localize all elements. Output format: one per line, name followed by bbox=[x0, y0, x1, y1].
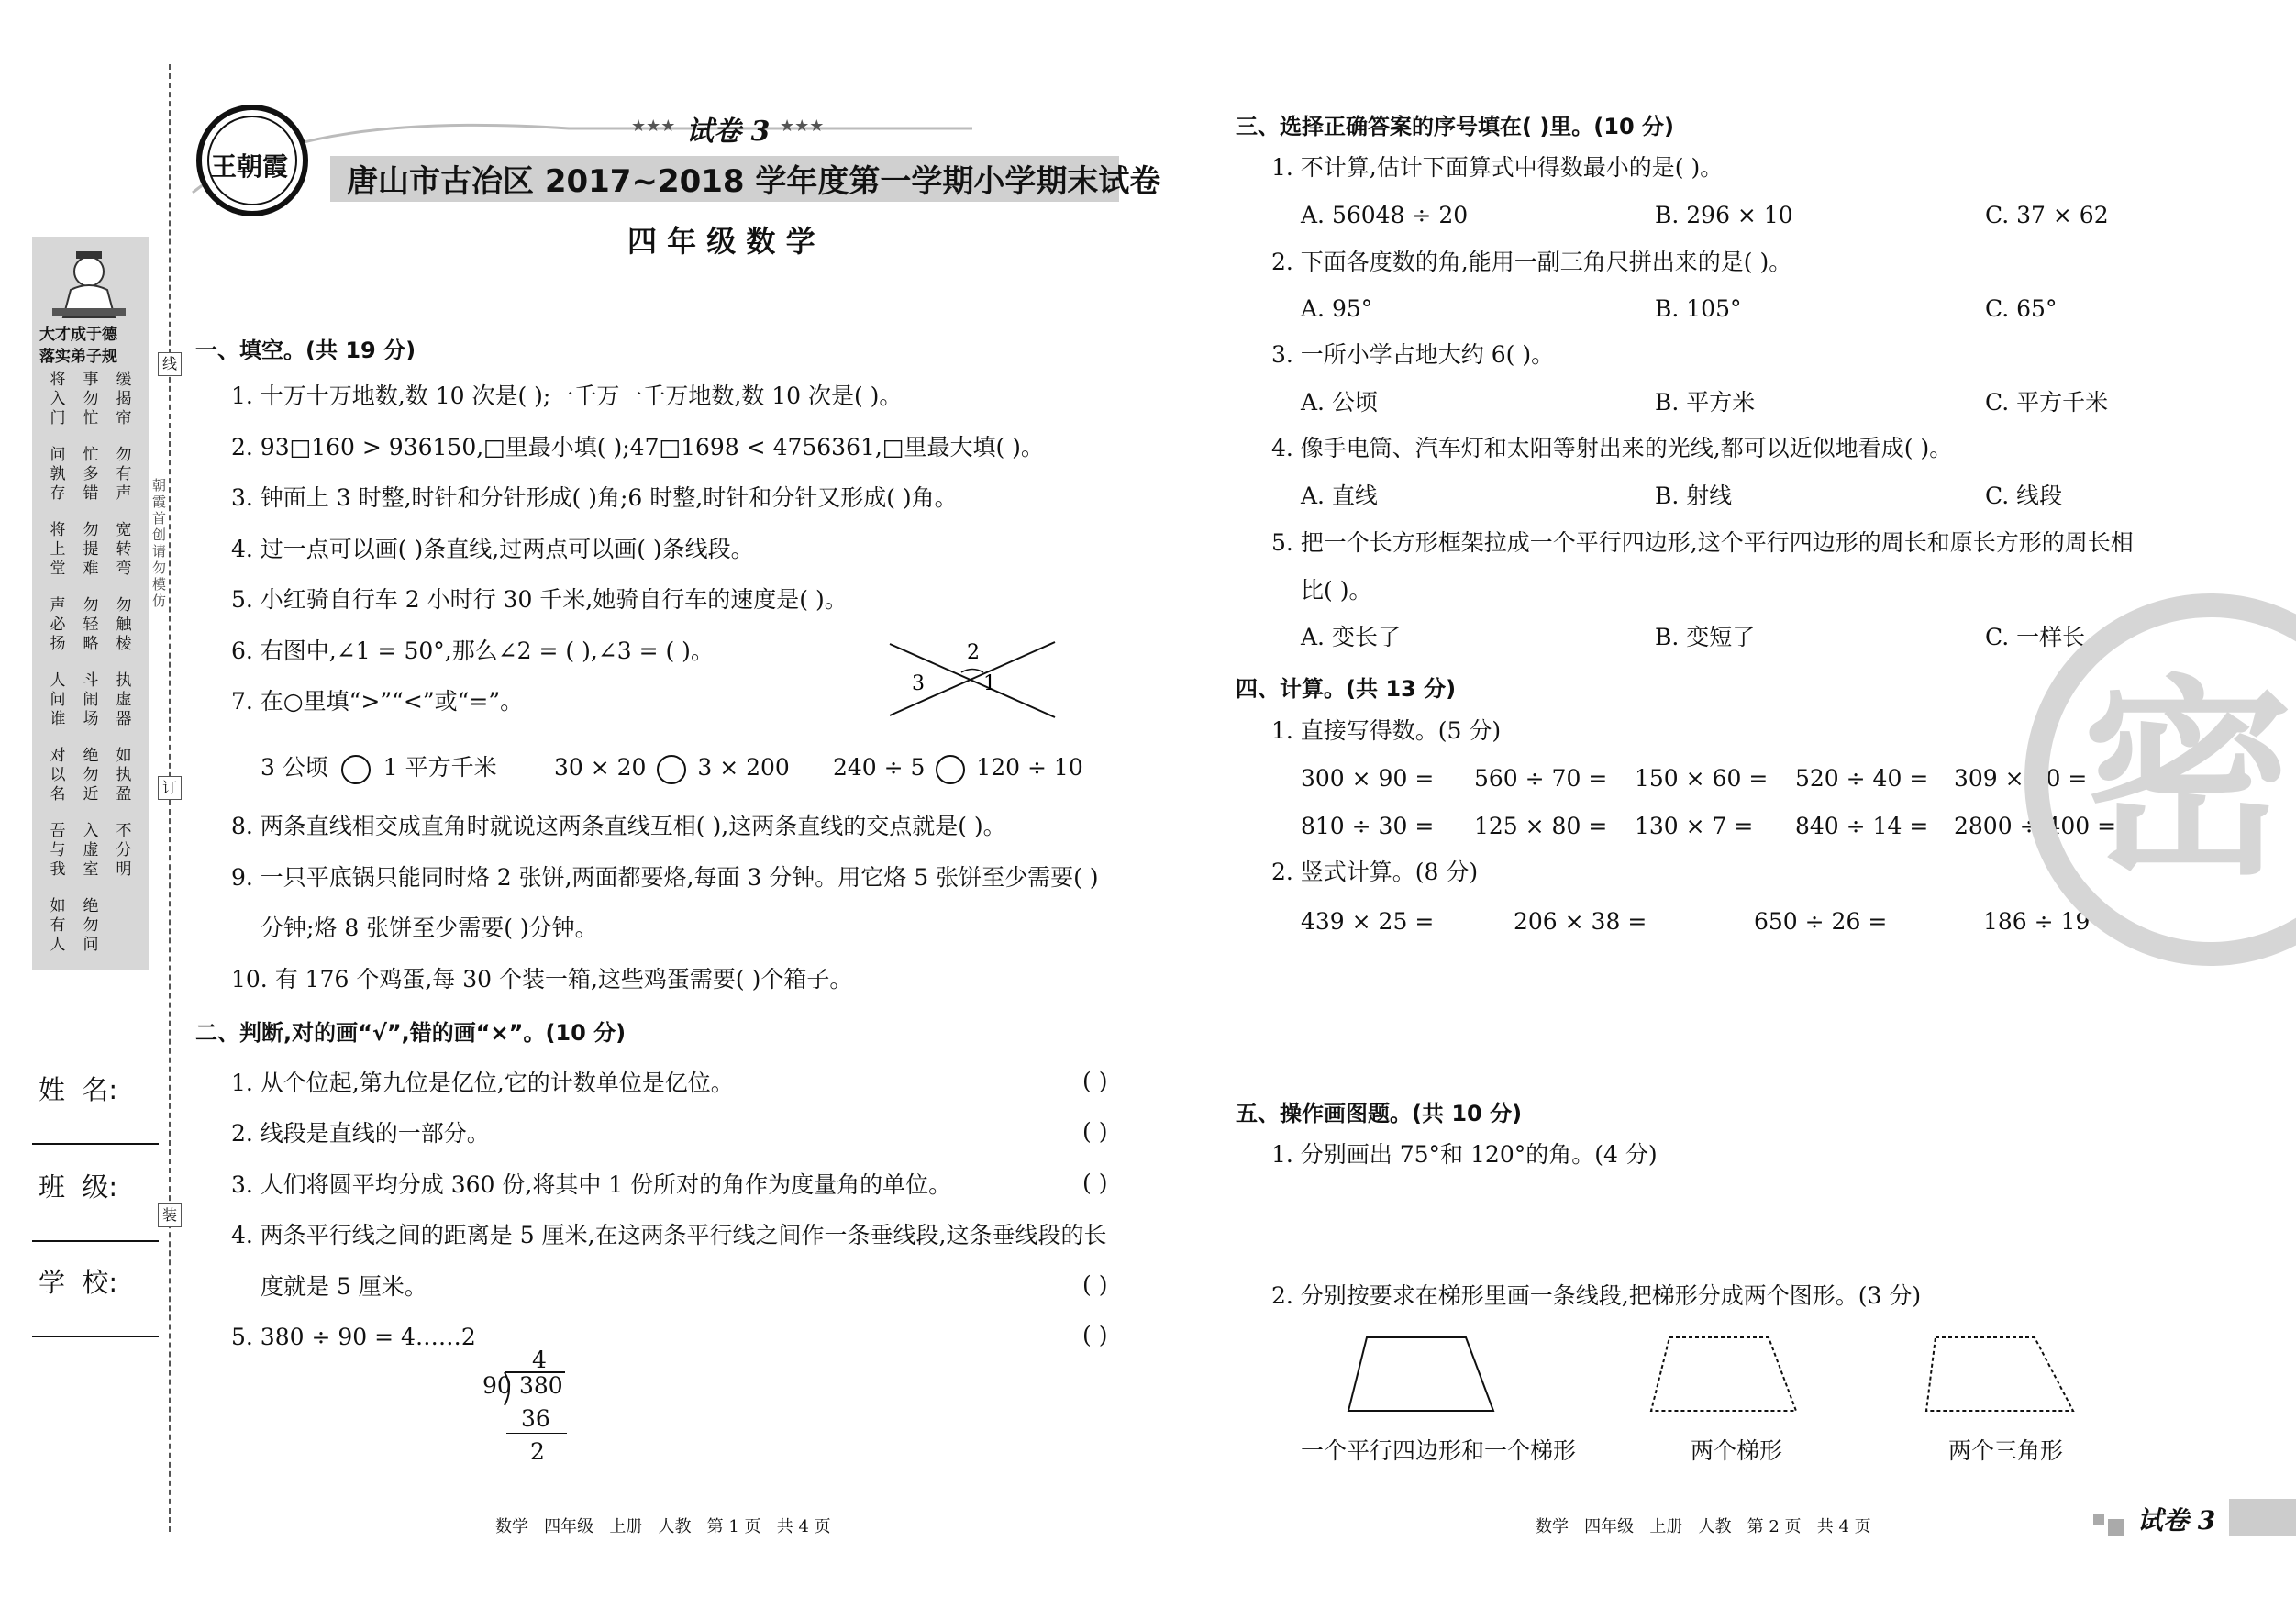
fill-q2: 2. 93□160 > 936150,□里最小填( );47□1698 < 4756361,□里最大填( )。 bbox=[231, 434, 1044, 460]
header-badge: 试卷 3 bbox=[686, 116, 771, 148]
motto-item: 勿有声 bbox=[116, 446, 132, 503]
judge-3: 3. 人们将圆平均分成 360 份,将其中 1 份所对的角作为度量角的单位。 bbox=[231, 1171, 952, 1198]
motto-item: 事勿忙 bbox=[83, 371, 99, 427]
calc-item: 2800 ÷ 400 = bbox=[1954, 813, 2117, 839]
q7a-left: 3 公顷 bbox=[261, 754, 328, 781]
calc-item: 309 × 10 = bbox=[1954, 765, 2088, 792]
division-dividend: 380 bbox=[519, 1372, 563, 1399]
corner-square bbox=[2108, 1519, 2124, 1536]
calc-item: 560 ÷ 70 = bbox=[1474, 765, 1608, 792]
draw-1: 1. 分别画出 75°和 120°的角。(4 分) bbox=[1271, 1141, 1658, 1168]
choice-5-opt-b[interactable]: B. 变短了 bbox=[1655, 624, 1756, 650]
header-stars-right: ★★★ bbox=[780, 116, 825, 136]
motto-item: 勿提难 bbox=[83, 521, 99, 578]
q7c bbox=[833, 752, 1083, 784]
trapezoid-2[interactable] bbox=[1651, 1337, 1796, 1411]
school-label: 学 校: bbox=[39, 1267, 118, 1298]
fill-q7: 7. 在○里填“>”“<”或“=”。 bbox=[231, 688, 524, 715]
calc-2-title: 2. 竖式计算。(8 分) bbox=[1271, 859, 1479, 885]
choice-1-opt-c[interactable]: C. 37 × 62 bbox=[1985, 202, 2109, 228]
corner-bar bbox=[2229, 1499, 2296, 1536]
choice-1-opt-a[interactable]: A. 56048 ÷ 20 bbox=[1301, 202, 1469, 228]
trapezoid-1[interactable] bbox=[1348, 1337, 1493, 1411]
angle-label-3: 3 bbox=[912, 672, 925, 695]
motto-item: 绝勿近 bbox=[83, 747, 99, 804]
angle-label-1: 1 bbox=[983, 672, 996, 695]
motto-item: 勿触棱 bbox=[116, 596, 132, 653]
corner-badge: 试卷 3 bbox=[2137, 1505, 2216, 1536]
motto-item: 执虚器 bbox=[116, 671, 132, 728]
motto-item: 将上堂 bbox=[50, 521, 66, 578]
choice-4-opt-b[interactable]: B. 射线 bbox=[1655, 482, 1733, 509]
choice-2-opt-c[interactable]: C. 65° bbox=[1985, 295, 2058, 322]
name-label: 姓 名: bbox=[39, 1074, 118, 1105]
logo-text: 王朝霞 bbox=[211, 151, 289, 182]
fill-q9b: 分钟;烙 8 张饼至少需要( )分钟。 bbox=[261, 915, 598, 941]
judge-1-answer[interactable]: ( ) bbox=[1082, 1068, 1108, 1094]
motto-item: 绝勿问 bbox=[83, 897, 99, 954]
compare-circle[interactable] bbox=[341, 755, 371, 784]
motto-item: 将入门 bbox=[50, 371, 66, 427]
q7c-left: 240 ÷ 5 bbox=[833, 754, 926, 781]
division-remainder: 2 bbox=[530, 1438, 545, 1465]
page-subtitle: 四 年 级 数 学 bbox=[627, 224, 815, 259]
section-5-title: 五、操作画图题。(共 10 分) bbox=[1236, 1101, 1523, 1126]
section-1-title: 一、填空。(共 19 分) bbox=[195, 338, 416, 363]
choice-5-opt-c[interactable]: C. 一样长 bbox=[1985, 624, 2086, 650]
choice-5a: 5. 把一个长方形框架拉成一个平行四边形,这个平行四边形的周长和原长方形的周长相 bbox=[1271, 529, 2134, 556]
choice-4: 4. 像手电筒、汽车灯和太阳等射出来的光线,都可以近似地看成( )。 bbox=[1271, 435, 1953, 461]
motto-grid bbox=[41, 371, 142, 967]
motto-item: 对以名 bbox=[50, 747, 66, 804]
draw-2: 2. 分别按要求在梯形里画一条线段,把梯形分成两个图形。(3 分) bbox=[1271, 1282, 1922, 1309]
division-quotient: 4 bbox=[532, 1347, 547, 1373]
corner-square bbox=[2093, 1514, 2104, 1525]
choice-3-opt-a[interactable]: A. 公顷 bbox=[1301, 389, 1378, 416]
q7a bbox=[261, 752, 497, 784]
trapezoid-figures bbox=[1339, 1330, 2091, 1422]
judge-2-answer[interactable]: ( ) bbox=[1082, 1118, 1108, 1145]
q7c-right: 120 ÷ 10 bbox=[976, 754, 1083, 781]
calc-item: 300 × 90 = bbox=[1301, 765, 1435, 792]
section-3-title: 三、选择正确答案的序号填在( )里。(10 分) bbox=[1236, 114, 1674, 139]
scholar-icon bbox=[43, 244, 135, 327]
fill-q10: 10. 有 176 个鸡蛋,每 30 个装一箱,这些鸡蛋需要( )个箱子。 bbox=[231, 966, 853, 993]
fill-q6: 6. 右图中,∠1 = 50°,那么∠2 = ( ),∠3 = ( )。 bbox=[231, 638, 714, 664]
division-divisor: 90 bbox=[482, 1372, 512, 1399]
slogan-1: 大才成于德 bbox=[39, 326, 117, 344]
judge-5: 5. 380 ÷ 90 = 4……2 bbox=[231, 1324, 476, 1350]
fill-q4: 4. 过一点可以画( )条直线,过两点可以画( )条线段。 bbox=[231, 536, 754, 562]
motto-item: 人问谁 bbox=[50, 671, 66, 728]
sidebar-panel bbox=[32, 237, 149, 970]
trapezoid-3[interactable] bbox=[1926, 1337, 2073, 1411]
choice-3: 3. 一所小学占地大约 6( )。 bbox=[1271, 341, 1555, 368]
judge-4b: 度就是 5 厘米。 bbox=[261, 1273, 427, 1300]
motto-item: 如有人 bbox=[50, 897, 66, 954]
class-label: 班 级: bbox=[39, 1171, 118, 1203]
q7b-right: 3 × 200 bbox=[697, 754, 790, 781]
motto-item: 如执盈 bbox=[116, 747, 132, 804]
calc-item: 520 ÷ 40 = bbox=[1795, 765, 1929, 792]
motto-item: 声必扬 bbox=[50, 596, 66, 653]
motto-item: 勿轻略 bbox=[83, 596, 99, 653]
calc-item: 840 ÷ 14 = bbox=[1795, 813, 1929, 839]
calc-1-title: 1. 直接写得数。(5 分) bbox=[1271, 717, 1502, 744]
motto-item: 缓揭帘 bbox=[116, 371, 132, 427]
judge-4a: 4. 两条平行线之间的距离是 5 厘米,在这两条平行线之间作一条垂线段,这条垂线段的长 bbox=[231, 1222, 1107, 1248]
judge-5-answer[interactable]: ( ) bbox=[1082, 1322, 1108, 1348]
calc-item: 810 ÷ 30 = bbox=[1301, 813, 1435, 839]
stamp-character: 密 bbox=[2082, 659, 2294, 904]
trap-label-3: 两个三角形 bbox=[1948, 1437, 2064, 1464]
motto-item: 斗闹场 bbox=[83, 671, 99, 728]
division-rule bbox=[506, 1433, 567, 1434]
confidential-stamp bbox=[2018, 587, 2296, 972]
angle-label-2: 2 bbox=[967, 641, 980, 664]
section-4-title: 四、计算。(共 13 分) bbox=[1236, 676, 1457, 702]
section-2-title: 二、判断,对的画“√”,错的画“×”。(10 分) bbox=[195, 1020, 627, 1046]
footer-right: 数学 四年级 上册 人教 第 2 页 共 4 页 bbox=[1536, 1517, 1871, 1536]
class-field[interactable] bbox=[32, 1240, 159, 1242]
calc-item: 206 × 38 = bbox=[1514, 908, 1647, 935]
choice-4-opt-a[interactable]: A. 直线 bbox=[1301, 482, 1378, 509]
choice-3-opt-c[interactable]: C. 平方千米 bbox=[1985, 389, 2109, 416]
calc-item: 130 × 7 = bbox=[1635, 813, 1754, 839]
choice-2: 2. 下面各度数的角,能用一副三角尺拼出来的是( )。 bbox=[1271, 249, 1792, 275]
judge-1: 1. 从个位起,第九位是亿位,它的计数单位是亿位。 bbox=[231, 1070, 734, 1096]
calc-item: 186 ÷ 19 = bbox=[1983, 908, 2117, 935]
footer-left: 数学 四年级 上册 人教 第 1 页 共 4 页 bbox=[495, 1517, 831, 1536]
fill-q3: 3. 钟面上 3 时整,时针和分针形成( )角;6 时整,时针和分针又形成( )角。 bbox=[231, 484, 958, 511]
compare-circle[interactable] bbox=[936, 755, 965, 784]
choice-4-opt-c[interactable]: C. 线段 bbox=[1985, 482, 2063, 509]
choice-2-opt-b[interactable]: B. 105° bbox=[1655, 295, 1742, 322]
side-mark: 线 bbox=[158, 352, 182, 376]
trap-label-1: 一个平行四边形和一个梯形 bbox=[1301, 1437, 1577, 1464]
header-stars-left: ★★★ bbox=[631, 116, 676, 136]
fill-q5: 5. 小红骑自行车 2 小时行 30 千米,她骑自行车的速度是( )。 bbox=[231, 586, 848, 613]
trap-label-2: 两个梯形 bbox=[1691, 1437, 1783, 1464]
division-product: 36 bbox=[521, 1405, 550, 1432]
choice-3-opt-b[interactable]: B. 平方米 bbox=[1655, 389, 1756, 416]
side-mark: 订 bbox=[158, 776, 182, 800]
q7b bbox=[554, 752, 790, 784]
school-field[interactable] bbox=[32, 1336, 159, 1337]
motto-item: 宽转弯 bbox=[116, 521, 132, 578]
judge-2: 2. 线段是直线的一部分。 bbox=[231, 1120, 490, 1147]
name-field[interactable] bbox=[32, 1143, 159, 1145]
slogan-2: 落实弟子规 bbox=[39, 348, 117, 366]
calc-item: 150 × 60 = bbox=[1635, 765, 1769, 792]
judge-4-answer[interactable]: ( ) bbox=[1082, 1271, 1108, 1298]
choice-5-opt-a[interactable]: A. 变长了 bbox=[1301, 624, 1401, 650]
choice-2-opt-a[interactable]: A. 95° bbox=[1301, 295, 1373, 322]
choice-1-opt-b[interactable]: B. 296 × 10 bbox=[1655, 202, 1793, 228]
fill-q9a: 9. 一只平底锅只能同时烙 2 张饼,两面都要烙,每面 3 分钟。用它烙 5 张饼至少需要( ) bbox=[231, 864, 1099, 891]
q7b-left: 30 × 20 bbox=[554, 754, 647, 781]
side-note: 朝霞首创 请勿模仿 bbox=[152, 477, 167, 609]
fill-q8: 8. 两条直线相交成直角时就说这两条直线互相( ),这两条直线的交点就是( )。 bbox=[231, 813, 1006, 839]
judge-3-answer[interactable]: ( ) bbox=[1082, 1170, 1108, 1196]
compare-circle[interactable] bbox=[657, 755, 686, 784]
calc-item: 125 × 80 = bbox=[1474, 813, 1608, 839]
q7a-right: 1 平方千米 bbox=[383, 754, 497, 781]
calc-item: 439 × 25 = bbox=[1301, 908, 1435, 935]
motto-item: 入虚室 bbox=[83, 822, 99, 879]
choice-1: 1. 不计算,估计下面算式中得数最小的是( )。 bbox=[1271, 154, 1724, 181]
page-title: 唐山市古冶区 2017~2018 学年度第一学期小学期末试卷 bbox=[347, 163, 1161, 200]
motto-item: 不分明 bbox=[116, 822, 132, 879]
side-mark: 装 bbox=[158, 1203, 182, 1227]
motto-item: 忙多错 bbox=[83, 446, 99, 503]
motto-item: 吾与我 bbox=[50, 822, 66, 879]
choice-5b: 比( )。 bbox=[1301, 577, 1372, 604]
angle-diagram bbox=[881, 633, 1064, 725]
motto-item: 问孰存 bbox=[50, 446, 66, 503]
fill-q1: 1. 十万十万地数,数 10 次是( );一千万一千万地数,数 10 次是( )。 bbox=[231, 383, 903, 409]
calc-item: 650 ÷ 26 = bbox=[1754, 908, 1888, 935]
